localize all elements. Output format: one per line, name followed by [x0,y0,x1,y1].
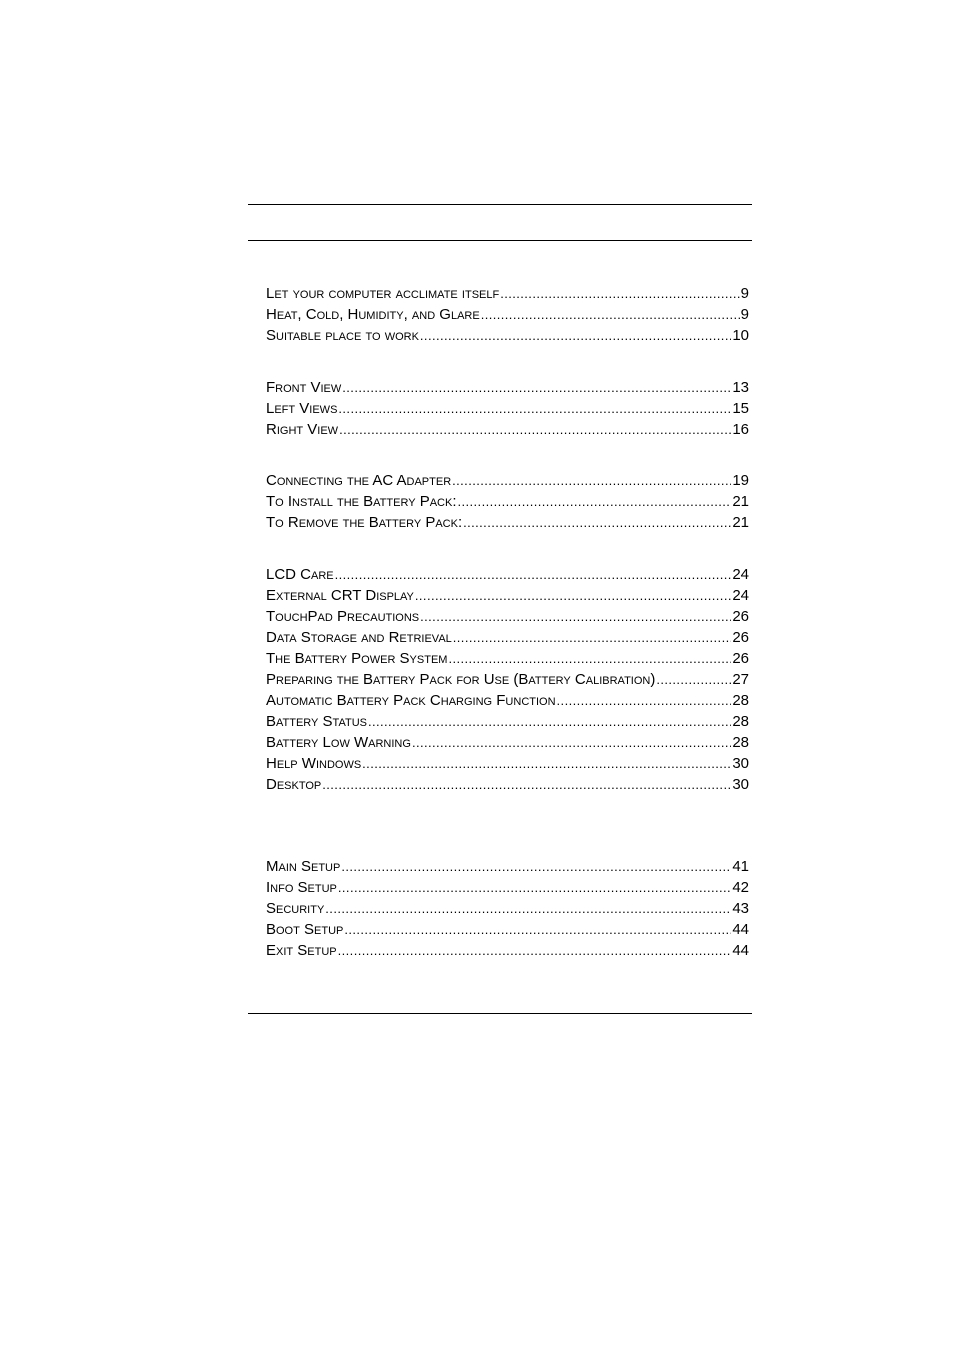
toc-entry-page: 24 [732,587,749,604]
toc-entry-title: Preparing the Battery Pack for Use (Battery Calibration) [266,671,656,688]
toc-entry-page: 26 [732,608,749,625]
dot-leader [481,304,740,325]
toc-entry[interactable] [266,690,749,711]
toc-entry-page: 24 [732,566,749,583]
toc-entry[interactable] [266,669,749,690]
dot-leader [463,512,731,533]
toc-entry-title: Exit Setup [266,942,337,959]
toc-entry[interactable] [266,398,749,419]
toc-entry-title: Front View [266,379,342,396]
toc-entry[interactable] [266,470,749,491]
dot-leader [420,606,731,627]
toc-entry-page: 44 [732,942,749,959]
toc-entry-page: 26 [732,650,749,667]
toc-entry-title: Suitable place to work [266,327,419,344]
dot-leader [448,648,731,669]
toc-entry-page: 43 [732,900,749,917]
dot-leader [420,325,731,346]
toc-entry-title: Left Views [266,400,338,417]
dot-leader [453,627,732,648]
dot-leader [368,711,731,732]
toc-entry-page: 28 [732,692,749,709]
dot-leader [338,877,731,898]
toc-entry-page: 16 [732,421,749,438]
toc-entry-page: 9 [740,285,749,302]
toc-entry-title: Boot Setup [266,921,344,938]
toc-entry-page: 44 [732,921,749,938]
toc-entry-title: Help Windows [266,755,362,772]
dot-leader [415,585,731,606]
toc-entry-page: 19 [732,472,749,489]
toc-entry[interactable] [266,606,749,627]
toc-entry[interactable] [266,711,749,732]
toc-entry-title: LCD Care [266,566,334,583]
dot-leader [412,732,731,753]
dot-leader [452,470,731,491]
dot-leader [339,419,731,440]
dot-leader [362,753,731,774]
toc-entry-page: 10 [732,327,749,344]
toc-entry-title: External CRT Display [266,587,414,604]
toc-entry-page: 13 [732,379,749,396]
toc-entry-title: Security [266,900,325,917]
header-rule-top [248,204,752,205]
toc-entry-title: Main Setup [266,858,341,875]
toc-entry[interactable] [266,304,749,325]
toc-entry-title: Heat, Cold, Humidity, and Glare [266,306,480,323]
dot-leader [335,564,732,585]
toc-entry-title: Desktop [266,776,322,793]
toc-entry[interactable] [266,856,749,877]
toc-entry-title: Automatic Battery Pack Charging Function [266,692,556,709]
toc-entry-page: 28 [732,734,749,751]
toc-entry-page: 15 [732,400,749,417]
toc-entry-title: Battery Status [266,713,367,730]
toc-entry[interactable] [266,919,749,940]
toc-entry[interactable] [266,491,749,512]
toc-entry[interactable] [266,564,749,585]
dot-leader [458,491,732,512]
toc-entry-title: To Install the Battery Pack: [266,493,457,510]
toc-entry[interactable] [266,648,749,669]
toc-entry-page: 42 [732,879,749,896]
toc-entry[interactable] [266,877,749,898]
toc-entry[interactable] [266,940,749,961]
toc-entry-page: 27 [732,671,749,688]
toc-entry[interactable] [266,732,749,753]
toc-entry[interactable] [266,774,749,795]
toc-entry-title: Let your computer acclimate itself [266,285,500,302]
toc-entry-page: 30 [732,776,749,793]
toc-entry-page: 30 [732,755,749,772]
dot-leader [322,774,731,795]
dot-leader [557,690,732,711]
toc-entry-page: 26 [732,629,749,646]
toc-entry-title: The Battery Power System [266,650,448,667]
toc-entry-page: 21 [732,493,749,510]
toc-entry-title: To Remove the Battery Pack: [266,514,463,531]
dot-leader [338,940,732,961]
footer-rule [248,1013,752,1014]
toc-entry-title: TouchPad Precautions [266,608,420,625]
toc-entry[interactable] [266,283,749,304]
toc-entry[interactable] [266,512,749,533]
toc-entry[interactable] [266,325,749,346]
toc-entry-title: Right View [266,421,339,438]
toc-entry-title: Info Setup [266,879,337,896]
toc-entry[interactable] [266,627,749,648]
toc-entry-title: Connecting the AC Adapter [266,472,452,489]
toc-entry[interactable] [266,377,749,398]
dot-leader [342,377,731,398]
dot-leader [338,398,731,419]
toc-entry-title: Data Storage and Retrieval [266,629,452,646]
toc-entry[interactable] [266,419,749,440]
toc-entry-title: Battery Low Warning [266,734,411,751]
dot-leader [500,283,739,304]
toc-entry-page: 21 [732,514,749,531]
toc-entry-page: 41 [732,858,749,875]
toc-entry[interactable] [266,753,749,774]
dot-leader [344,919,731,940]
header-rule-bottom [248,240,752,241]
dot-leader [325,898,731,919]
dot-leader [656,669,731,690]
toc-entry[interactable] [266,898,749,919]
toc-entry-page: 28 [732,713,749,730]
toc-entry[interactable] [266,585,749,606]
toc-entry-page: 9 [740,306,749,323]
dot-leader [341,856,731,877]
